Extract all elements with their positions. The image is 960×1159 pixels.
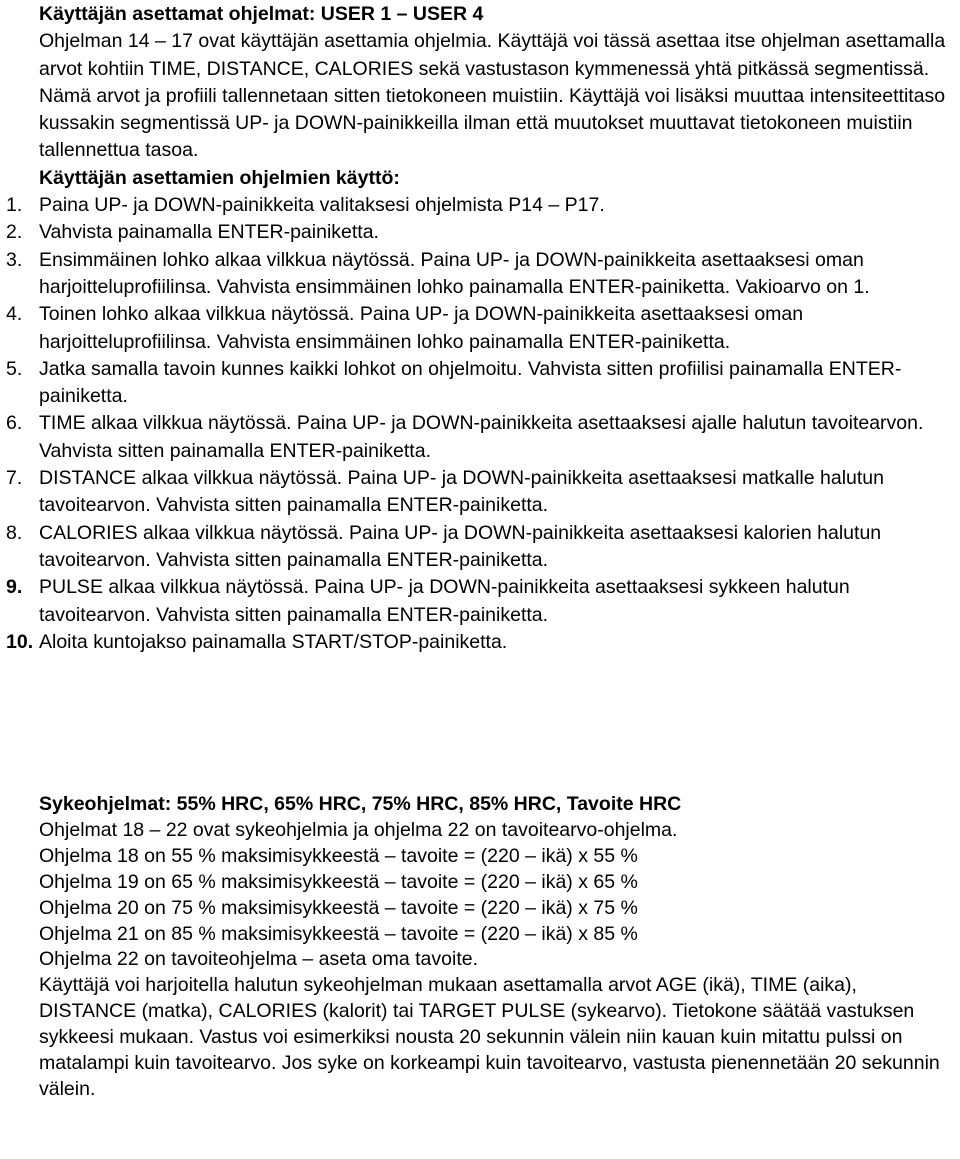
user-programs-intro: Ohjelman 14 – 17 ovat käyttäjän asettamia ohjelmia. Käyttäjä voi tässä asettaa itse ohjelman asettamalla arvot kohtiin TIME, DISTANCE, CALORIES sekä vastustason kymmenessä yhtä pitkässä segmentissä. Nämä arvot ja profiili tallennetaan sitten tietokoneen muistiin. Käyttäjä voi lisäksi muuttaa intensiteettitaso kussakin segmentissä UP- ja DOWN-painikkeilla ilman että muutokset muuttavat tietokoneen muistiin tallennettua tasoa. xyxy=(39,30,946,162)
user-programs-heading: Käyttäjän asettamat ohjelmat: USER 1 – USER 4 xyxy=(39,3,484,25)
step-number: 7. xyxy=(6,467,23,490)
step-text: CALORIES alkaa vilkkua näytössä. Paina UP- ja DOWN-painikkeita asettaaksesi kalorien halutun tavoitearvon. Vahvista sitten painamalla ENTER-painiketta. xyxy=(39,521,882,571)
heart-program-line: Ohjelmat 18 – 22 ovat sykeohjelmia ja ohjelma 22 on tavoitearvo-ohjelma. xyxy=(39,818,678,841)
list-item xyxy=(6,247,957,302)
step-text: TIME alkaa vilkkua näytössä. Paina UP- ja DOWN-painikkeita asettaaksesi ajalle halutun tavoitearvon. Vahvista sitten painamalla ENTER-painiketta. xyxy=(39,412,924,462)
step-text: Jatka samalla tavoin kunnes kaikki lohkot on ohjelmoitu. Vahvista sitten profiilisi painamalla ENTER-painiketta. xyxy=(39,357,902,408)
step-number: 9. xyxy=(6,576,23,599)
step-number: 10. xyxy=(6,630,34,653)
list-item xyxy=(6,301,957,356)
step-number: 5. xyxy=(6,357,23,380)
step-text: Vahvista painamalla ENTER-painiketta. xyxy=(39,221,379,244)
step-text: PULSE alkaa vilkkua näytössä. Paina UP- ja DOWN-painikkeita asettaaksesi sykkeen halutun tavoitearvon. Vahvista sitten painamalla ENTER-painiketta. xyxy=(39,576,850,626)
list-item xyxy=(6,629,957,656)
step-text: DISTANCE alkaa vilkkua näytössä. Paina UP- ja DOWN-painikkeita asettaaksesi matkalle halutun tavoitearvon. Vahvista sitten painamalla ENTER-painiketta. xyxy=(39,467,884,517)
step-number: 8. xyxy=(6,521,23,544)
step-text: Paina UP- ja DOWN-painikkeita valitaksesi ohjelmista P14 – P17. xyxy=(39,194,605,217)
step-number: 6. xyxy=(6,412,23,435)
list-item xyxy=(6,410,957,465)
heart-programs-paragraph: Käyttäjä voi harjoitella halutun sykeohjelman mukaan asettamalla arvot AGE (ikä), TIME (aika), DISTANCE (matka), CALORIES (kalorit) tai TARGET PULSE (sykearvo). Tietokone säätää vastuksen sykkeesi mukaan. Vastus voi esimerkiksi nousta 20 sekunnin välein niin kauan kuin mitattu pulssi on matalampi kuin tavoitearvo. Jos syke on korkeampi kuin tavoitearvo, vastusta pienennetään 20 sekunnin välein. xyxy=(39,974,940,1100)
usage-steps-list xyxy=(6,192,957,656)
heart-program-line: Ohjelma 19 on 65 % maksimisykkeestä – tavoite = (220 – ikä) x 65 % xyxy=(39,870,638,893)
heart-programs-section xyxy=(39,792,957,1103)
step-text: Aloita kuntojakso painamalla START/STOP-painiketta. xyxy=(39,630,508,653)
list-item xyxy=(6,520,957,575)
step-text: Ensimmäinen lohko alkaa vilkkua näytössä. Paina UP- ja DOWN-painikkeita asettaaksesi oman harjoitteluprofiilinsa. Vahvista ensimmäinen lohko painamalla ENTER-painiketta. Vakioarvo on 1. xyxy=(39,248,870,298)
user-programs-section xyxy=(6,1,957,656)
heart-program-line: Ohjelma 20 on 75 % maksimisykkeestä – tavoite = (220 – ikä) x 75 % xyxy=(39,896,638,919)
heart-program-line: Ohjelma 18 on 55 % maksimisykkeestä – tavoite = (220 – ikä) x 55 % xyxy=(39,844,638,867)
heart-programs-heading: Sykeohjelmat: 55% HRC, 65% HRC, 75% HRC, 85% HRC, Tavoite HRC xyxy=(39,793,682,815)
step-number: 2. xyxy=(6,221,23,244)
list-item xyxy=(6,356,957,411)
step-text: Toinen lohko alkaa vilkkua näytössä. Paina UP- ja DOWN-painikkeita asettaaksesi oman harjoitteluprofiilinsa. Vahvista ensimmäinen lohko painamalla ENTER-painiketta. xyxy=(39,303,804,353)
step-number: 1. xyxy=(6,194,23,217)
heart-program-line: Ohjelma 21 on 85 % maksimisykkeestä – tavoite = (220 – ikä) x 85 % xyxy=(39,922,638,945)
step-number: 3. xyxy=(6,248,23,271)
list-item xyxy=(6,192,957,219)
list-item xyxy=(6,574,957,629)
step-number: 4. xyxy=(6,303,23,326)
heart-program-line: Ohjelma 22 on tavoiteohjelma – aseta oma tavoite. xyxy=(39,948,479,971)
list-item xyxy=(6,465,957,520)
list-item xyxy=(6,219,957,246)
usage-heading: Käyttäjän asettamien ohjelmien käyttö: xyxy=(39,166,400,189)
